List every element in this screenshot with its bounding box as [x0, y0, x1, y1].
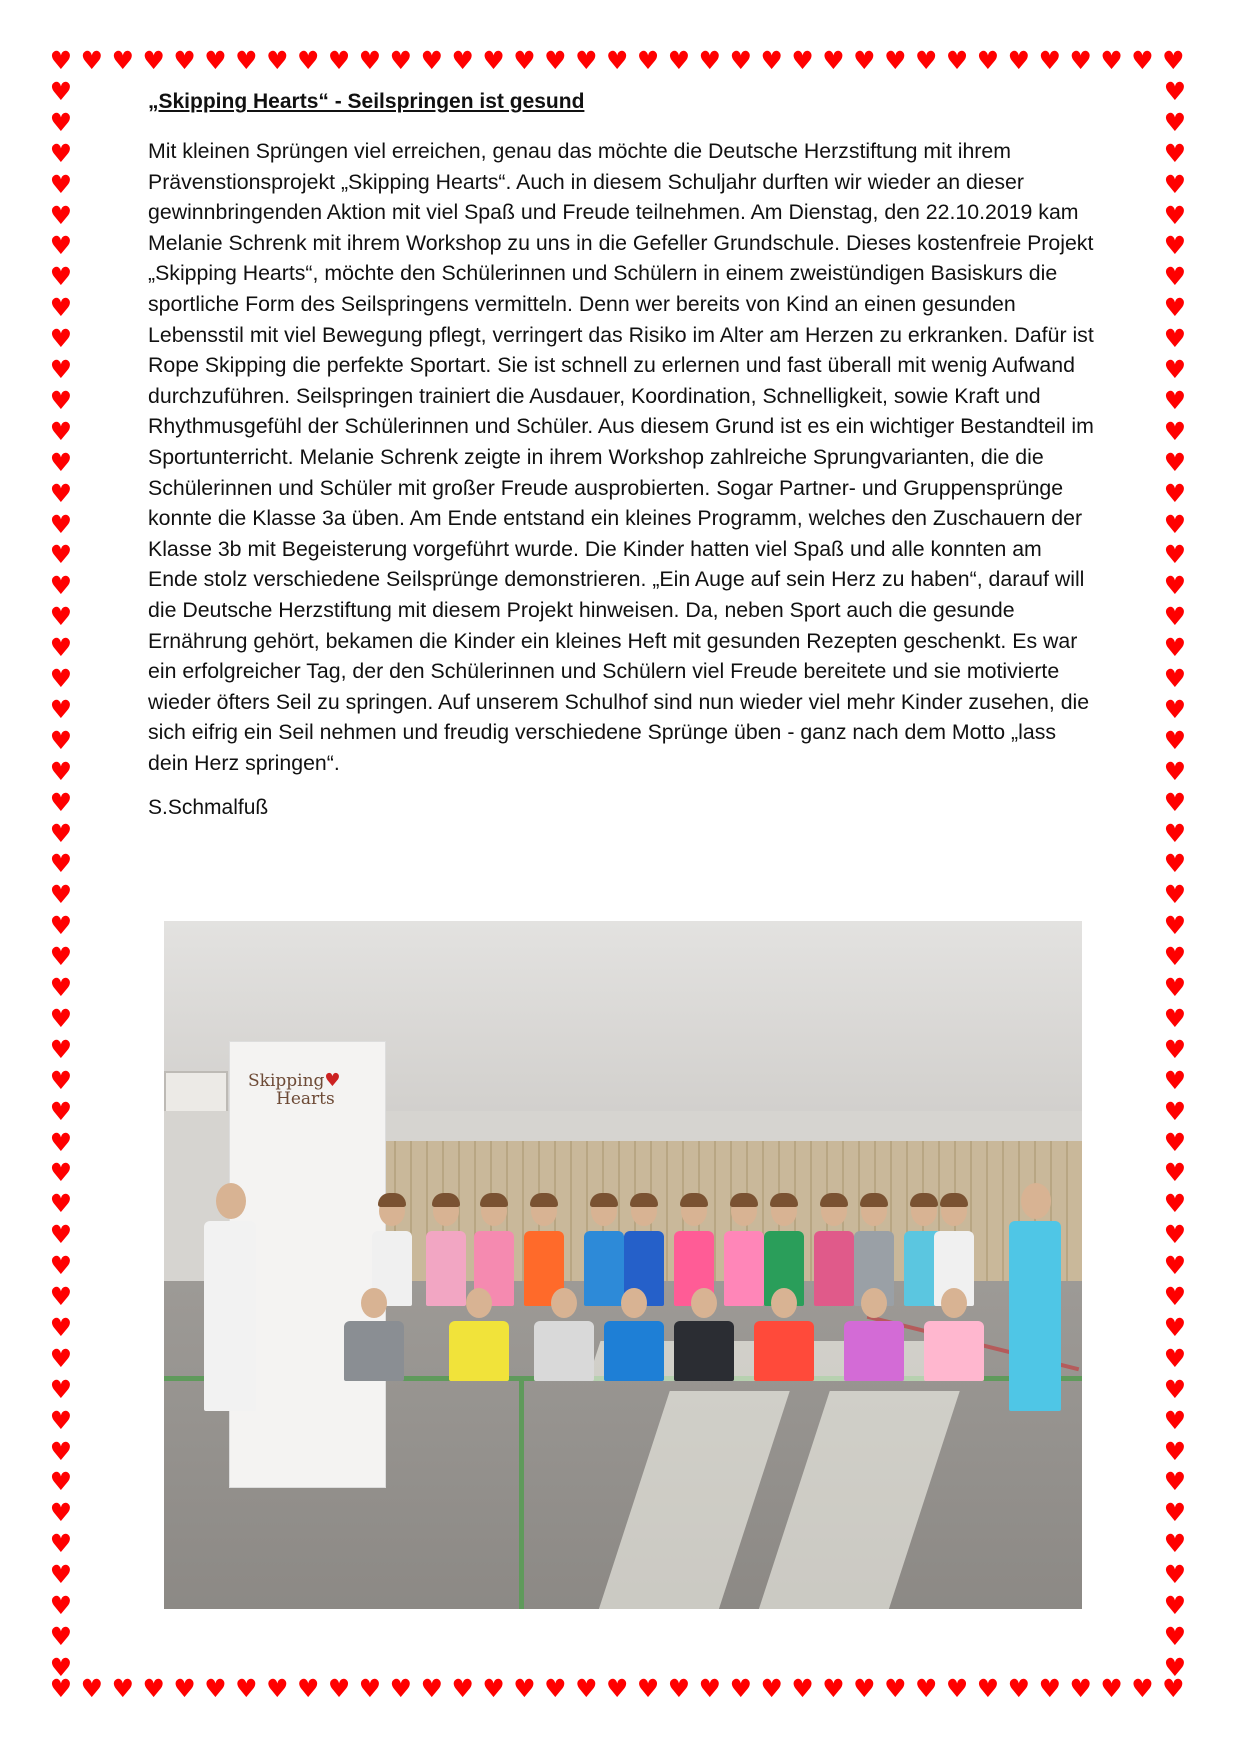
- heart-icon: ♥: [49, 1251, 73, 1281]
- heart-icon: ♥: [49, 385, 73, 415]
- heart-icon: ♥: [1163, 1560, 1187, 1590]
- heart-icon: ♥: [1163, 1034, 1187, 1064]
- heart-icon: ♥: [575, 46, 598, 75]
- heart-icon: ♥: [976, 46, 1000, 75]
- heart-icon: ♥: [327, 1674, 351, 1703]
- heart-icon: ♥: [884, 46, 907, 75]
- heart-icon: ♥: [266, 1674, 289, 1703]
- heart-icon: ♥: [80, 1674, 104, 1703]
- heart-icon: ♥: [605, 46, 629, 75]
- heart-icon: ♥: [235, 1674, 258, 1703]
- photo-child-head: [551, 1288, 577, 1318]
- heart-icon: ♥: [482, 1674, 505, 1703]
- heart-icon: ♥: [204, 1674, 227, 1703]
- photo-child-head: [941, 1288, 967, 1318]
- heart-icon: ♥: [1163, 540, 1187, 570]
- heart-icon: ♥: [914, 46, 938, 75]
- photo-child-hair: [378, 1193, 406, 1207]
- heart-icon: ♥: [80, 46, 104, 75]
- heart-icon: ♥: [49, 293, 73, 323]
- heart-icon: ♥: [1100, 1674, 1123, 1703]
- heart-icon: ♥: [544, 1674, 567, 1703]
- photo-adult-head: [1021, 1183, 1051, 1219]
- photo-child: [674, 1321, 734, 1381]
- heart-icon: ♥: [1163, 1343, 1187, 1373]
- heart-icon: ♥: [49, 1560, 73, 1590]
- heart-icon: ♥: [49, 1096, 73, 1126]
- heart-icon: ♥: [945, 46, 969, 75]
- photo-child-head: [466, 1288, 492, 1318]
- heart-icon: ♥: [1163, 1065, 1187, 1095]
- heart-icon: ♥: [1163, 1220, 1187, 1250]
- heart-icon: ♥: [698, 46, 722, 75]
- heart-icon: ♥: [49, 1312, 73, 1342]
- heart-icon: ♥: [49, 1467, 73, 1497]
- heart-icon: ♥: [976, 1674, 1000, 1703]
- photo-child-hair: [590, 1193, 618, 1207]
- heart-icon: ♥: [1162, 46, 1185, 75]
- heart-icon: ♥: [1163, 478, 1187, 508]
- heart-icon: ♥: [1163, 293, 1187, 323]
- photo-adult: [1009, 1221, 1061, 1411]
- photo-child-hair: [480, 1193, 508, 1207]
- heart-icon: ♥: [49, 911, 73, 941]
- heart-icon: ♥: [49, 46, 73, 75]
- heart-icon: ♥: [729, 46, 752, 75]
- heart-icon: ♥: [49, 540, 73, 570]
- heart-icon: ♥: [1163, 1189, 1187, 1219]
- banner-logo-line2: Hearts: [276, 1089, 335, 1109]
- photo-child-head: [621, 1288, 647, 1318]
- heart-icon: ♥: [389, 46, 413, 75]
- heart-icon: ♥: [358, 1674, 382, 1703]
- heart-icon: ♥: [49, 1436, 73, 1466]
- heart-icon: ♥: [1100, 46, 1123, 75]
- heart-icon: ♥: [49, 1034, 73, 1064]
- heart-icon: ♥: [49, 138, 73, 168]
- heart-icon: ♥: [49, 1282, 73, 1311]
- heart-icon: ♥: [49, 447, 73, 477]
- photo-child-hair: [940, 1193, 968, 1207]
- heart-icon: ♥: [1163, 1374, 1187, 1404]
- heart-icon: ♥: [1163, 1436, 1187, 1466]
- heart-icon: ♥: [1163, 1312, 1187, 1342]
- heart-icon: ♥: [1163, 1282, 1187, 1311]
- heart-icon: ♥: [698, 1674, 722, 1703]
- heart-icon: ♥: [49, 1003, 73, 1033]
- photo-child: [844, 1321, 904, 1381]
- group-photo: [164, 921, 1082, 1609]
- photo-child-hair: [680, 1193, 708, 1207]
- heart-icon: ♥: [1163, 262, 1187, 292]
- heart-icon: ♥: [1163, 231, 1187, 261]
- heart-icon: ♥: [49, 324, 73, 354]
- heart-icon: ♥: [49, 1529, 73, 1559]
- heart-icon: ♥: [142, 1674, 165, 1703]
- heart-icon: ♥: [49, 107, 73, 137]
- heart-icon: ♥: [49, 1652, 73, 1682]
- heart-icon: ♥: [1163, 385, 1187, 415]
- heart-icon: ♥: [729, 1674, 752, 1703]
- heart-icon: ♥: [49, 1065, 73, 1095]
- heart-icon: ♥: [420, 46, 443, 75]
- heart-icon: ♥: [142, 46, 165, 75]
- heart-icon: ♥: [49, 756, 73, 786]
- heart-icon: ♥: [1163, 1127, 1187, 1157]
- heart-icon: ♥: [49, 818, 73, 848]
- heart-icon: ♥: [1163, 911, 1187, 941]
- photo-child-head: [861, 1288, 887, 1318]
- heart-icon: ♥: [636, 1674, 660, 1703]
- heart-icon: ♥: [1163, 355, 1187, 384]
- photo-child-hair: [530, 1193, 558, 1207]
- heart-icon: ♥: [49, 725, 73, 755]
- heart-icon: ♥: [49, 1591, 73, 1620]
- photo-floor-line: [519, 1381, 524, 1609]
- heart-icon: ♥: [1163, 200, 1187, 230]
- heart-icon: ♥: [451, 46, 474, 75]
- heart-icon: ♥: [1163, 571, 1187, 601]
- heart-icon: ♥: [1163, 107, 1187, 137]
- photo-child-hair: [860, 1193, 888, 1207]
- heart-icon: ♥: [327, 46, 351, 75]
- heart-icon: ♥: [760, 46, 783, 75]
- photo-child-hair: [820, 1193, 848, 1207]
- heart-icon: ♥: [49, 76, 73, 106]
- banner-logo-line1: Skipping: [248, 1071, 325, 1091]
- heart-icon: ♥: [1038, 1674, 1061, 1703]
- heart-icon: ♥: [667, 46, 691, 75]
- heart-icon: ♥: [49, 1374, 73, 1404]
- photo-child: [814, 1231, 854, 1306]
- heart-icon: ♥: [49, 355, 73, 384]
- heart-icon: ♥: [49, 169, 73, 199]
- heart-icon: ♥: [1163, 169, 1187, 199]
- photo-child-head: [771, 1288, 797, 1318]
- photo-child-head: [691, 1288, 717, 1318]
- heart-icon: ♥: [111, 1674, 134, 1703]
- heart-icon: ♥: [49, 942, 73, 972]
- heart-icon: ♥: [1163, 1096, 1187, 1126]
- photo-child: [754, 1321, 814, 1381]
- heart-icon: ♥: [853, 1674, 876, 1703]
- heart-icon: ♥: [1163, 1158, 1187, 1188]
- heart-icon: ♥: [636, 46, 660, 75]
- heart-icon: ♥: [1163, 1467, 1187, 1497]
- heart-icon: ♥: [49, 694, 73, 724]
- heart-icon: ♥: [791, 46, 814, 75]
- photo-child-hair: [730, 1193, 758, 1207]
- photo-child: [924, 1321, 984, 1381]
- heart-icon: ♥: [324, 1070, 341, 1091]
- heart-icon: ♥: [451, 1674, 474, 1703]
- heart-icon: ♥: [235, 46, 258, 75]
- photo-child-hair: [770, 1193, 798, 1207]
- heart-icon: ♥: [1163, 1652, 1187, 1682]
- heart-icon: ♥: [49, 602, 73, 632]
- heart-icon: ♥: [49, 880, 73, 910]
- heart-icon: ♥: [1162, 1674, 1185, 1703]
- heart-icon: ♥: [49, 509, 73, 539]
- article-title: „Skipping Hearts“ - Seilspringen ist gesund: [148, 90, 585, 113]
- heart-icon: ♥: [1163, 787, 1187, 817]
- heart-icon: ♥: [482, 46, 505, 75]
- heart-icon: ♥: [49, 478, 73, 508]
- banner-logo: [248, 1072, 341, 1108]
- heart-icon: ♥: [49, 571, 73, 601]
- heart-icon: ♥: [1163, 1591, 1187, 1620]
- heart-icon: ♥: [1007, 1674, 1031, 1703]
- heart-icon: ♥: [853, 46, 876, 75]
- heart-icon: ♥: [1007, 46, 1031, 75]
- heart-icon: ♥: [49, 787, 73, 817]
- heart-icon: ♥: [1163, 756, 1187, 786]
- heart-icon: ♥: [945, 1674, 969, 1703]
- heart-icon: ♥: [1163, 1529, 1187, 1559]
- heart-icon: ♥: [49, 416, 73, 446]
- photo-child: [426, 1231, 466, 1306]
- heart-icon: ♥: [49, 1158, 73, 1188]
- heart-icon: ♥: [1163, 447, 1187, 477]
- heart-icon: ♥: [544, 46, 567, 75]
- heart-icon: ♥: [111, 46, 134, 75]
- photo-child: [534, 1321, 594, 1381]
- heart-icon: ♥: [1131, 46, 1154, 75]
- heart-icon: ♥: [1069, 1674, 1092, 1703]
- heart-icon: ♥: [760, 1674, 783, 1703]
- photo-child-head: [361, 1288, 387, 1318]
- heart-icon: ♥: [1163, 602, 1187, 632]
- heart-icon: ♥: [884, 1674, 907, 1703]
- heart-icon: ♥: [1163, 849, 1187, 879]
- heart-icon: ♥: [1163, 880, 1187, 910]
- heart-icon: ♥: [791, 1674, 814, 1703]
- heart-icon: ♥: [822, 1674, 845, 1703]
- photo-adult-head: [216, 1183, 246, 1219]
- heart-icon: ♥: [389, 1674, 413, 1703]
- heart-icon: ♥: [575, 1674, 598, 1703]
- heart-icon: ♥: [49, 633, 73, 663]
- photo-child: [724, 1231, 764, 1306]
- heart-icon: ♥: [914, 1674, 938, 1703]
- heart-icon: ♥: [173, 1674, 196, 1703]
- article: [148, 90, 1096, 820]
- heart-icon: ♥: [1163, 818, 1187, 848]
- heart-icon: ♥: [1163, 725, 1187, 755]
- heart-icon: ♥: [173, 46, 196, 75]
- heart-icon: ♥: [1163, 1405, 1187, 1435]
- article-body: Mit kleinen Sprüngen viel erreichen, genau das möchte die Deutsche Herzstiftung mit ihrem Prävenstionsprojekt „Skipping Hearts“. Auch in diesem Schuljahr durften wir wieder an dieser gewinnbringenden Aktion mit viel Spaß und Freude teilnehmen. Am Dienstag, den 22.10.2019 kam Melanie Schrenk mit ihrem Workshop zu uns in die Gefeller Grundschule. Dieses kostenfreie Projekt „Skipping Hearts“, möchte den Schülerinnen und Schülern in einem zweistündigen Basiskurs die sportliche Form des Seilspringens vermitteln. Denn wer bereits von Kind an einen gesunden Lebensstil mit viel Bewegung pflegt, verringert das Risiko im Alter am Herzen zu erkranken. Dafür ist Rope Skipping die perfekte Sportart. Sie ist schnell zu erlernen und fast überall mit wenig Aufwand durchzuführen. Seilspringen trainiert die Ausdauer, Koordination, Schnelligkeit, sowie Kraft und Rhythmusgefühl der Schülerinnen und Schüler. Aus diesem Grund ist es ein wichtiger Bestandteil im Sportunterricht. Melanie Schrenk zeigte in ihrem Workshop zahlreiche Sprungvarianten, die die Schülerinnen und Schüler mit großer Freude ausprobierten. Sogar Partner- und Gruppensprünge konnte die Klasse 3a üben. Am Ende entstand ein kleines Programm, welches den Zuschauern der Klasse 3b mit Begeisterung vorgeführt wurde. Die Kinder hatten viel Spaß und alle konnten am Ende stolz verschiedene Seilsprünge demonstrieren. „Ein Auge auf sein Herz zu haben“, darauf will die Deutsche Herzstiftung mit diesem Projekt hinweisen. Da, neben Sport auch die gesunde Ernährung gehört, bekamen die Kinder ein kleines Heft mit gesunden Rezepten geschenkt. Es war ein erfolgreicher Tag, der den Schülerinnen und Schülern viel Freude bereitete und sie motivierte wieder öfters Seil zu springen. Auf unserem Schulhof sind nun wieder viel mehr Kinder zusehen, die sich eifrig ein Seil nehmen und freudig verschiedene Sprünge üben - ganz nach dem Motto „lass dein Herz springen“.: [148, 139, 1094, 775]
- heart-icon: ♥: [49, 1674, 73, 1703]
- photo-child: [604, 1321, 664, 1381]
- heart-icon: ♥: [420, 1674, 443, 1703]
- heart-icon: ♥: [1163, 138, 1187, 168]
- heart-icon: ♥: [1163, 1621, 1187, 1651]
- heart-icon: ♥: [358, 46, 382, 75]
- heart-icon: ♥: [1163, 416, 1187, 446]
- heart-icon: ♥: [49, 1343, 73, 1373]
- heart-icon: ♥: [1131, 1674, 1154, 1703]
- heart-icon: ♥: [667, 1674, 691, 1703]
- photo-child-hair: [910, 1193, 938, 1207]
- heart-icon: ♥: [296, 46, 320, 75]
- heart-icon: ♥: [49, 1621, 73, 1651]
- heart-icon: ♥: [296, 1674, 320, 1703]
- heart-icon: ♥: [1163, 1251, 1187, 1281]
- heart-icon: ♥: [49, 849, 73, 879]
- photo-adult: [204, 1221, 256, 1411]
- heart-icon: ♥: [1163, 633, 1187, 663]
- heart-icon: ♥: [49, 1405, 73, 1435]
- heart-icon: ♥: [266, 46, 289, 75]
- heart-icon: ♥: [513, 1674, 536, 1703]
- heart-icon: ♥: [513, 46, 536, 75]
- heart-icon: ♥: [49, 1127, 73, 1157]
- heart-icon: ♥: [204, 46, 227, 75]
- heart-icon: ♥: [49, 1220, 73, 1250]
- heart-icon: ♥: [1163, 509, 1187, 539]
- heart-icon: ♥: [1163, 664, 1187, 693]
- heart-icon: ♥: [1163, 942, 1187, 972]
- heart-icon: ♥: [1069, 46, 1092, 75]
- photo-child: [584, 1231, 624, 1306]
- heart-icon: ♥: [1163, 1498, 1187, 1528]
- heart-icon: ♥: [49, 1189, 73, 1219]
- heart-icon: ♥: [49, 231, 73, 261]
- heart-icon: ♥: [1163, 694, 1187, 724]
- article-author: S.Schmalfuß: [148, 796, 269, 820]
- photo-child: [344, 1321, 404, 1381]
- heart-icon: ♥: [49, 1498, 73, 1528]
- heart-icon: ♥: [605, 1674, 629, 1703]
- photo-wood-panel: [364, 1141, 1082, 1281]
- heart-icon: ♥: [1163, 76, 1187, 106]
- heart-icon: ♥: [1163, 324, 1187, 354]
- heart-icon: ♥: [1163, 1003, 1187, 1033]
- photo-child-hair: [432, 1193, 460, 1207]
- photo-child-hair: [630, 1193, 658, 1207]
- heart-icon: ♥: [49, 973, 73, 1002]
- heart-icon: ♥: [822, 46, 845, 75]
- heart-icon: ♥: [1038, 46, 1061, 75]
- heart-icon: ♥: [49, 200, 73, 230]
- heart-icon: ♥: [1163, 973, 1187, 1002]
- heart-icon: ♥: [49, 262, 73, 292]
- heart-icon: ♥: [49, 664, 73, 693]
- photo-child: [449, 1321, 509, 1381]
